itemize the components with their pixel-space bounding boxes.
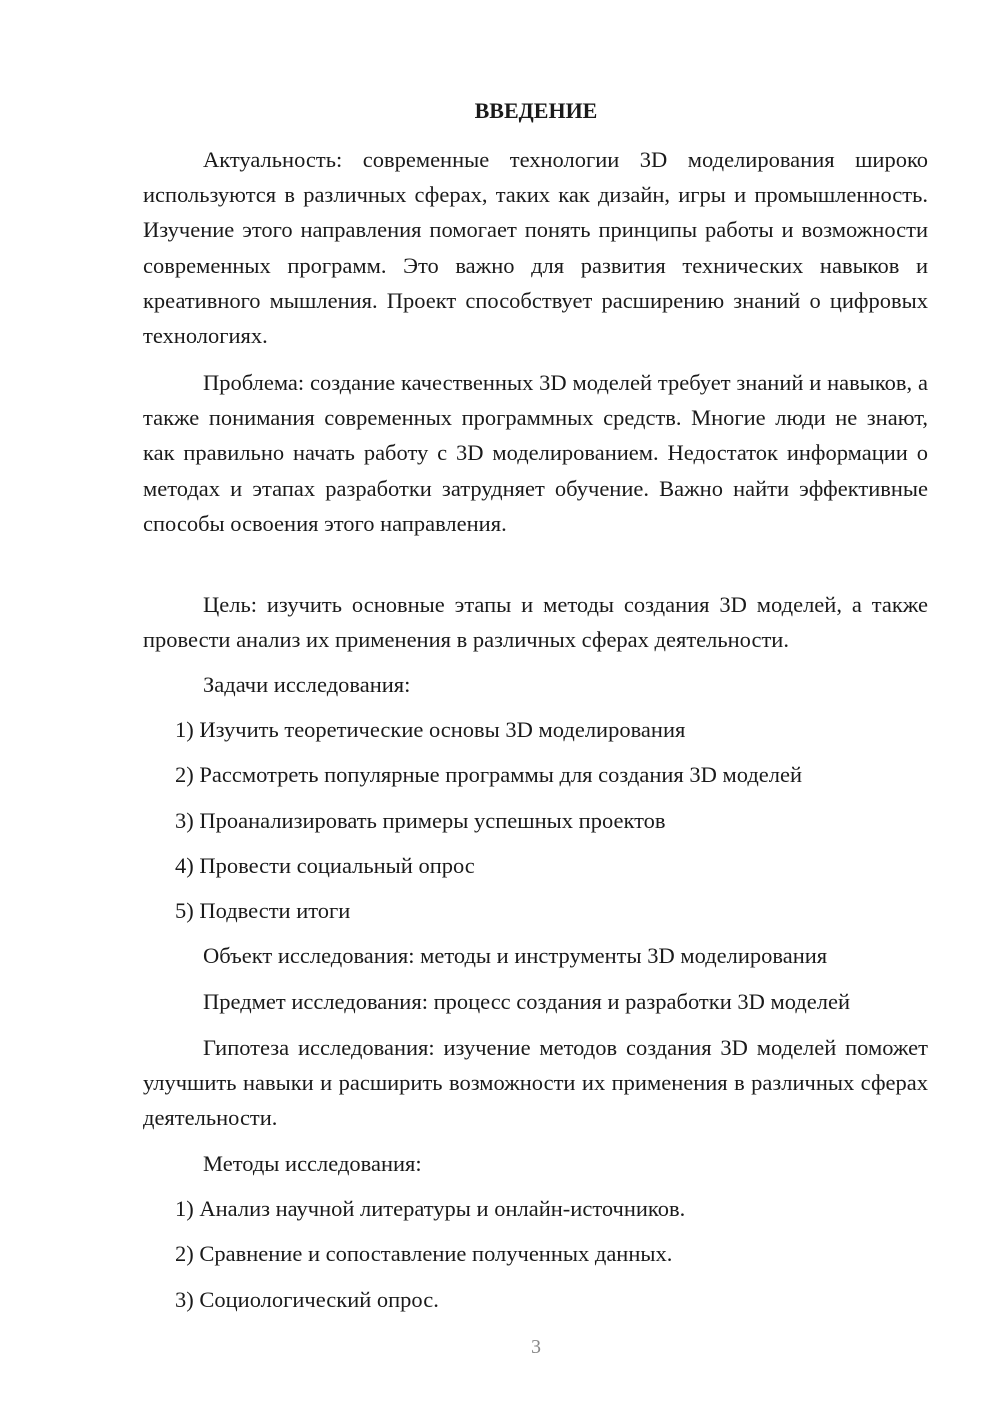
research-object: Объект исследования: методы и инструменты 3D моделирования — [203, 943, 828, 968]
task-item: 1) Изучить теоретические основы 3D моделирования — [175, 717, 686, 742]
hypothesis-paragraph: Гипотеза исследования: изучение методов создания 3D моделей поможет улучшить навыки и расширить возможности их применения в различных сферах деятельности. — [143, 1035, 928, 1131]
method-item: 3) Социологический опрос. — [175, 1287, 439, 1312]
method-item: 1) Анализ научной литературы и онлайн-источников. — [175, 1196, 686, 1221]
task-item: 5) Подвести итоги — [175, 898, 351, 923]
task-item: 4) Провести социальный опрос — [175, 853, 475, 878]
methods-title: Методы исследования: — [203, 1151, 422, 1176]
tasks-title: Задачи исследования: — [203, 672, 411, 697]
page-number: 3 — [531, 1336, 541, 1358]
task-item: 3) Проанализировать примеры успешных проектов — [175, 808, 666, 833]
goal-paragraph: Цель: изучить основные этапы и методы создания 3D моделей, а также провести анализ их применения в различных сферах деятельности. — [143, 592, 928, 653]
method-item: 2) Сравнение и сопоставление полученных данных. — [175, 1241, 673, 1266]
task-item: 2) Рассмотреть популярные программы для создания 3D моделей — [175, 762, 803, 787]
page-title: ВВЕДЕНИЕ — [474, 98, 598, 123]
problem-paragraph: Проблема: создание качественных 3D моделей требует знаний и навыков, а также понимания современных программных средств. Многие люди не знают, как правильно начать работу с 3D моделированием. Недостаток информации о методах и этапах разработки затрудняет обучение. Важно найти эффективные способы освоения этого направления. — [143, 370, 928, 536]
research-subject: Предмет исследования: процесс создания и разработки 3D моделей — [203, 989, 851, 1014]
relevance-paragraph: Актуальность: современные технологии 3D моделирования широко используются в различных сферах, таких как дизайн, игры и промышленность. Изучение этого направления помогает понять принципы работы и возможности современных программ. Это важно для развития технических навыков и креативного мышления. Проект способствует расширению знаний о цифровых технологиях. — [143, 147, 928, 349]
